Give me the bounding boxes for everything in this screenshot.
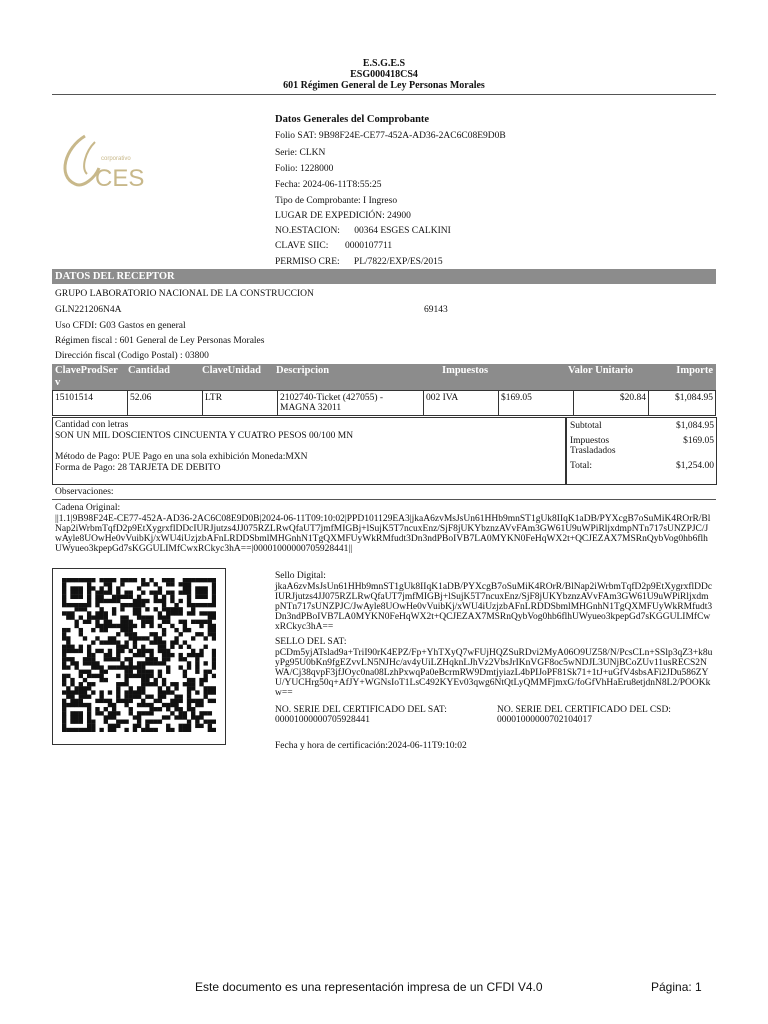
- sello-digital-label: Sello Digital:: [275, 571, 326, 581]
- qr-code: [62, 578, 216, 732]
- cell-clave: 15101514: [53, 391, 128, 416]
- cell-impuesto: 002 IVA: [424, 391, 499, 416]
- cadena-label: Cadena Original:: [55, 503, 121, 513]
- subtotal-label: Subtotal: [570, 421, 602, 431]
- general-line: Folio: 1228000: [275, 164, 334, 174]
- cell-importe: $1,084.95: [649, 391, 716, 416]
- page-number: Página: 1: [651, 980, 702, 994]
- cert-sat-value: 00001000000705928441: [275, 715, 370, 725]
- observaciones-rule: [52, 499, 716, 500]
- receptor-title: DATOS DEL RECEPTOR: [52, 269, 716, 284]
- letras-label: Cantidad con letras: [55, 420, 129, 430]
- col-importe: Importe: [676, 365, 713, 376]
- general-title: Datos Generales del Comprobante: [275, 114, 430, 125]
- receptor-regimen: Régimen fiscal : 601 General de Ley Personas Morales: [55, 336, 265, 346]
- receptor-uso: Uso CFDI: G03 Gastos en general: [55, 321, 186, 331]
- total-label: Total:: [570, 461, 593, 471]
- subtotal-value: $1,084.95: [676, 421, 714, 431]
- company-rfc: ESG000418CS4: [350, 69, 418, 80]
- col-unidad: ClaveUnidad: [202, 365, 261, 376]
- general-line: NO.ESTACION: 00364 ESGES CALKINI: [275, 226, 451, 236]
- col-impuestos: Impuestos: [442, 365, 489, 376]
- amount-words-box: [52, 417, 567, 485]
- items-header: [52, 364, 716, 390]
- cell-descripcion: 2102740-Ticket (427055) - MAGNA 32011: [278, 391, 424, 416]
- logo-text: CES: [95, 165, 145, 192]
- receptor-cp: 69143: [424, 305, 448, 315]
- general-line: Fecha: 2024-06-11T8:55:25: [275, 180, 382, 190]
- general-line: Tipo de Comprobante: I Ingreso: [275, 196, 398, 206]
- footer-text: Este documento es una representación impresa de un CFDI V4.0: [195, 980, 543, 994]
- header-rule: [52, 94, 716, 95]
- sello-sat-text: pCDm5yjATslad9a+TriI90rK4EPZ/Fp+YhTXyQ7wFUjHQZSuRDvi2MyA06O9UZ58/N/PcsCLn+SSlp3qZ3+k8uyPg95U0bKn9fgEZvvLN5NJHc/av4yUiLZHqknLJhVz2VbsJrIKnVGF8oc5wNDJL3UNjBCoZUv11usRECS2NWA/Cj38qvpF3jfJOyc0na08LzhPxwqPa0eBcrmRW9DmtjyiazL4bPIJoPF81Sk71+1tJ+uGfV4sbsAFi2JDu586ZYU/YUCHrg50q+AfJY+WGNsIoT1LsC492KYEv03qwg6NtQtLyQMMFjmxG/foGfVhHaEru8etjdnN8L2/POOKkw==: [275, 648, 713, 698]
- col-valor: Valor Unitario: [568, 365, 634, 376]
- logo-tag: corporativo: [101, 156, 131, 162]
- qr-frame: [52, 568, 226, 745]
- totals-box: [565, 417, 717, 485]
- sello-digital-text: jkaA6zvMsJsUn61HHb9mnST1gUk8IIqK1aDB/PYXcgB7oSuMiK4ROrR/BlNap2iWrbmTqfD2p9EtXygrxflDDcIURJjutzs4JJ075RZLRwQfaUT7jmfMIGBj+lSujK5T7ncuxEnz/SjF8jUKYbznzAVvFAm3GW61U9uWPiRljxdmpNTn717sUNZPJC/JwAyle8UOwHe0vVuibKj/xWU4iUzjzbAFnLRDDSbmlMHGnhN1TgQXMFUyWkRMfudt3Dn3ndPBoIVB7LA0MYKN0FeHqWX2t+QCJEZAX7MSRnQybVog0hb6flhUWyueo3kpepGd7sKGGULIMfCwxRCkyc3hA==: [275, 582, 713, 632]
- company-logo: [55, 128, 165, 198]
- receptor-direccion: Dirección fiscal (Codigo Postal) : 03800: [55, 351, 209, 361]
- letras-value: SON UN MIL DOSCIENTOS CINCUENTA Y CUATRO PESOS 00/100 MN: [55, 431, 354, 441]
- company-regimen: 601 Régimen General de Ley Personas Morales: [283, 80, 485, 91]
- cell-valor: $20.84: [574, 391, 649, 416]
- cell-cantidad: 52.06: [128, 391, 203, 416]
- cell-impuesto-monto: $169.05: [499, 391, 574, 416]
- col-clave: ClaveProdSer: [55, 365, 118, 376]
- total-value: $1,254.00: [676, 461, 714, 471]
- general-line: Serie: CLKN: [275, 148, 326, 158]
- company-name: E.S.G.E.S: [362, 58, 406, 69]
- table-row: [53, 391, 716, 416]
- forma-pago: Forma de Pago: 28 TARJETA DE DEBITO: [55, 463, 221, 473]
- cert-csd-label: NO. SERIE DEL CERTIFICADO DEL CSD:: [497, 705, 671, 715]
- general-line: CLAVE SIIC: 0000107711: [275, 241, 393, 251]
- cert-csd-value: 00001000000702104017: [497, 715, 592, 725]
- col-clave-wrap: v: [55, 377, 61, 388]
- col-cantidad: Cantidad: [128, 365, 171, 376]
- cert-sat-label: NO. SERIE DEL CERTIFICADO DEL SAT:: [275, 705, 447, 715]
- receptor-name: GRUPO LABORATORIO NACIONAL DE LA CONSTRUCCION: [55, 289, 314, 299]
- items-table: [52, 390, 716, 416]
- general-line: Folio SAT: 9B98F24E-CE77-452A-AD36-2AC6C08E9D0B: [275, 131, 506, 141]
- receptor-rfc: GLN221206N4A: [55, 305, 122, 315]
- general-line: PERMISO CRE: PL/7822/EXP/ES/2015: [275, 257, 443, 267]
- impuestos-label: Impuestos Trasladados: [570, 436, 616, 456]
- cell-unidad: LTR: [203, 391, 278, 416]
- metodo-pago: Método de Pago: PUE Pago en una sola exhibición Moneda:MXN: [55, 452, 308, 462]
- general-line: LUGAR DE EXPEDICIÓN: 24900: [275, 211, 411, 221]
- cadena-text: ||1.1|9B98F24E-CE77-452A-AD36-2AC6C08E9D0B|2024-06-11T09:10:02|PPD101129EA3|jkaA6zvMsJsUn61HHb9mnST1gUk8IIqK1aDB/PYXcgB7oSuMiK4ROrR/BlNap2iWrbmTqfD2p9EtXygrxflDDcIURJjutzs4JJ075RZLRwQfaUT7jmfMIGBj+lSujK5T7ncuxEnz/SjF8jUKYbznzAVvFAm3GW61U9uWPiRljxdmpNTn717sUNZPJC/JwAyle8UOwHe0vVuibKj/xWU4iUzjzbAFnLRDDSbmlMHGnhN1TgQXMFUyWkRMfudt3Dn3ndPBoIVB7LA0MYKN0FeHqWX2t+QCJEZAX7MSRnQybVog0hb6flhUWyueo3kpepGd7sKGGULIMfCwxRCkyc3hA==|00001000000705928441||: [55, 514, 711, 554]
- impuestos-value: $169.05: [683, 436, 714, 446]
- fecha-certificacion: Fecha y hora de certificación:2024-06-11T9:10:02: [275, 741, 467, 751]
- observaciones: Observaciones:: [55, 487, 114, 497]
- sello-sat-label: SELLO DEL SAT:: [275, 637, 347, 647]
- col-descripcion: Descripcion: [276, 365, 330, 376]
